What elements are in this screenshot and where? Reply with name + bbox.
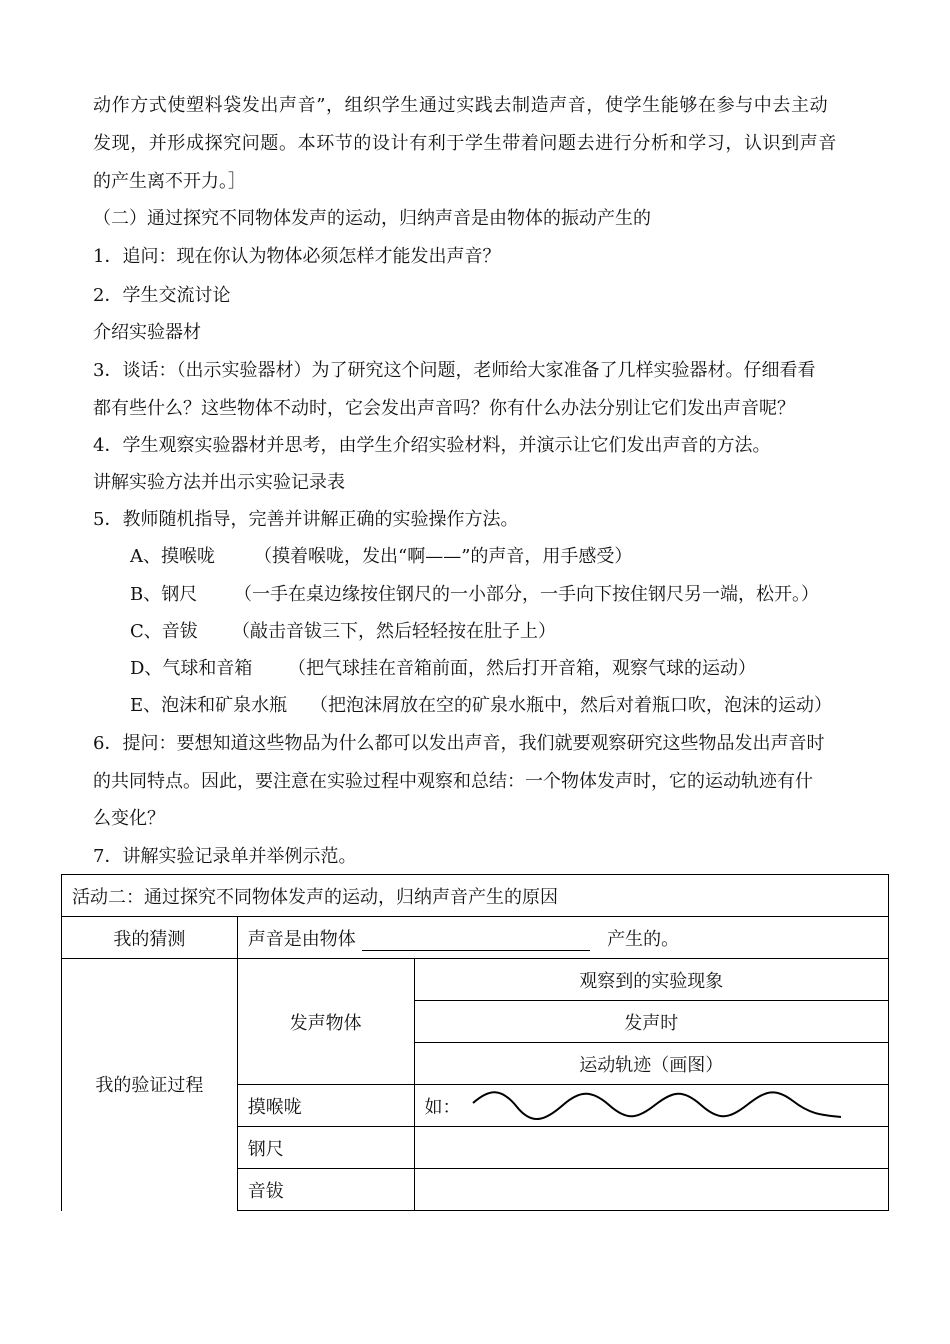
step-1: 1．追问：现在你认为物体必须怎样才能发出声音？ [93, 246, 501, 267]
object-column-head: 发声物体 [237, 959, 414, 1085]
observe-sub-1: 发声时 [414, 1001, 888, 1043]
item-e [130, 694, 832, 718]
item-label: D、气球和音箱 [130, 658, 253, 679]
step-2: 2．学生交流讨论 [93, 285, 231, 306]
observe-sub-2: 运动轨迹（画图） [414, 1043, 888, 1085]
paragraph-line-1: 动作方式使塑料袋发出声音”，组织学生通过实践去制造声音，使学生能够在参与中去主动 [93, 95, 829, 116]
item-desc: （摸着喉咙，发出“啊——”的声音，用手感受） [254, 546, 633, 567]
wave-sketch [471, 1089, 843, 1123]
step-6-line-3: 么变化？ [93, 808, 165, 829]
step-6-line-2: 的共同特点。因此，要注意在实验过程中观察和总结：一个物体发声时，它的运动轨迹有什 [93, 771, 813, 792]
item-label: E、泡沫和矿泉水瓶 [130, 695, 288, 716]
step-3-line-1: 3．谈话：（出示实验器材）为了研究这个问题，老师给大家准备了几样实验器材。仔细看看 [93, 360, 816, 381]
guess-cell [237, 917, 888, 959]
section-title: （二）通过探究不同物体发声的运动，归纳声音是由物体的振动产生的 [93, 208, 651, 229]
guess-label: 我的猜测 [62, 917, 238, 959]
object-row-2: 钢尺 [237, 1127, 414, 1169]
guess-prefix: 声音是由物体 [247, 928, 356, 950]
trajectory-cell-3[interactable] [414, 1169, 888, 1211]
step-4: 4．学生观察实验器材并思考，由学生介绍实验材料，并演示让它们发出声音的方法。 [93, 435, 771, 456]
subhead-method: 讲解实验方法并出示实验记录表 [93, 472, 345, 493]
paragraph-line-2: 发现，并形成探究问题。本环节的设计有利于学生带着问题去进行分析和学习，认识到声音 [93, 133, 837, 154]
step-7: 7．讲解实验记录单并举例示范。 [93, 846, 357, 867]
step-3-line-2: 都有些什么？这些物体不动时，它会发出声音吗？你有什么办法分别让它们发出声音呢？ [93, 398, 795, 419]
observe-head: 观察到的实验现象 [414, 959, 888, 1001]
table-header: 活动二：通过探究不同物体发声的运动，归纳声音产生的原因 [62, 875, 889, 917]
item-a [130, 545, 633, 569]
item-label: B、钢尺 [130, 584, 198, 605]
subhead-equipment: 介绍实验器材 [93, 322, 201, 343]
step-6-line-1: 6．提问：要想知道这些物品为什么都可以发出声音，我们就要观察研究这些物品发出声音时 [93, 733, 825, 754]
item-label: C、音钹 [130, 621, 198, 642]
item-d [130, 657, 756, 681]
process-label: 我的验证过程 [62, 959, 238, 1211]
object-row-1: 摸喉咙 [237, 1085, 414, 1127]
item-desc: （把气球挂在音箱前面，然后打开音箱，观察气球的运动） [288, 658, 756, 679]
item-b [130, 583, 819, 607]
item-label: A、摸喉咙 [130, 546, 215, 567]
item-desc: （一手在桌边缘按住钢尺的一小部分，一手向下按住钢尺另一端，松开。） [234, 584, 819, 605]
step-5: 5．教师随机指导，完善并讲解正确的实验操作方法。 [93, 509, 519, 530]
example-label: 如： [424, 1096, 461, 1118]
record-table [61, 874, 889, 1211]
item-desc: （敲击音钹三下，然后轻轻按在肚子上） [232, 621, 556, 642]
object-row-3: 音钹 [237, 1169, 414, 1211]
paragraph-line-3: 的产生离不开力。］ [93, 171, 246, 192]
guess-blank[interactable] [362, 932, 590, 951]
item-desc: （把泡沫屑放在空的矿泉水瓶中，然后对着瓶口吹，泡沫的运动） [310, 695, 832, 716]
item-c [130, 620, 556, 644]
trajectory-cell-2[interactable] [414, 1127, 888, 1169]
guess-suffix: 产生的。 [607, 928, 680, 950]
trajectory-cell-1[interactable] [414, 1085, 888, 1127]
